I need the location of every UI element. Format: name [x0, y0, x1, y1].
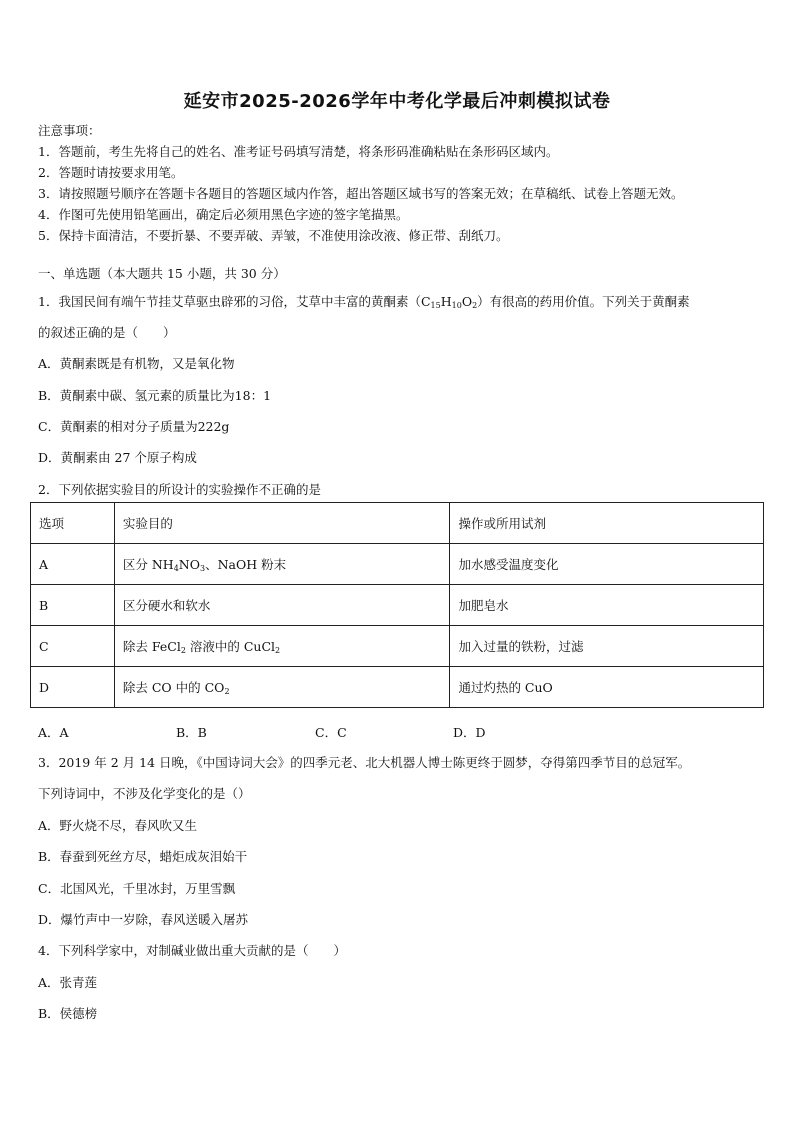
question-3-option-d: D．爆竹声中一岁除，春风送暖入屠苏 — [38, 912, 249, 927]
question-3-option-c: C．北国风光，千里冰封，万里雪飘 — [38, 881, 236, 896]
table-cell: D — [31, 667, 115, 708]
question-1-option-a: A．黄酮素既是有机物，又是氧化物 — [38, 356, 235, 371]
table-cell: 加水感受温度变化 — [450, 544, 764, 585]
table-row — [31, 626, 764, 667]
table-cell: C — [31, 626, 115, 667]
table-row — [31, 667, 764, 708]
question-1-option-b: B．黄酮素中碳、氢元素的质量比为18：1 — [38, 388, 272, 403]
table-cell: 加入过量的铁粉，过滤 — [450, 626, 764, 667]
question-4-stem: 4．下列科学家中，对制碱业做出重大贡献的是（ ） — [38, 943, 346, 958]
exam-title: 延安市2025-2026学年中考化学最后冲刺模拟试卷 — [183, 91, 611, 112]
question-3-stem: 3．2019 年 2 月 14 日晚，《中国诗词大会》的四季元老、北大机器人博士陈更终于圆梦，夺得第四季节目的总冠军。 — [38, 755, 691, 770]
question-3-option-a: A．野火烧不尽，春风吹又生 — [38, 818, 198, 833]
question-1-option-c: C．黄酮素的相对分子质量为222g — [38, 419, 230, 434]
table-cell: 加肥皂水 — [450, 585, 764, 626]
notice-item: 2．答题时请按要求用笔。 — [38, 165, 184, 180]
table-cell: 区分硬水和软水 — [114, 585, 450, 626]
question-2-option-c: C．C — [315, 725, 347, 740]
table-cell: A — [31, 544, 115, 585]
notice-item: 5．保持卡面清洁，不要折暴、不要弄破、弄皱，不准使用涂改液、修正带、刮纸刀。 — [38, 228, 509, 243]
notice-item: 4．作图可先使用铅笔画出，确定后必须用黑色字迹的签字笔描黑。 — [38, 207, 409, 222]
notice-heading: 注意事项： — [38, 123, 101, 138]
question-1-stem-line2: 的叙述正确的是（ ） — [38, 325, 176, 340]
table-row — [31, 544, 764, 585]
question-2-option-b: B．B — [176, 725, 207, 740]
table-cell: 除去 FeCl$_2$ 溶液中的 CuCl$_2$ — [114, 626, 450, 667]
table-cell: B — [31, 585, 115, 626]
question-3-option-b: B．春蚕到死丝方尽，蜡炬成灰泪始干 — [38, 849, 248, 864]
table-row — [31, 585, 764, 626]
table-cell: 通过灼热的 CuO — [450, 667, 764, 708]
notice-item: 3．请按照题号顺序在答题卡各题目的答题区域内作答，超出答题区域书写的答案无效；在草稿纸、试卷上答题无效。 — [38, 186, 684, 201]
section-heading: 一、单选题（本大题共 15 小题，共 30 分） — [38, 266, 286, 281]
question-1-stem: 1．我国民间有端午节挂艾草驱虫辟邪的习俗，艾草中丰富的黄酮素$(C_{15}H_{10}O_2)$有很高的药用价值。下列关于黄酮素 — [38, 294, 690, 310]
table-header: 选项 — [31, 503, 115, 544]
table-header: 操作或所用试剂 — [450, 503, 764, 544]
question-1-option-d: D．黄酮素由 27 个原子构成 — [38, 450, 197, 465]
table-header-row — [31, 503, 764, 544]
formula-flavone: $C_{15}H_{10}O_2$ — [420, 294, 478, 310]
question-2-option-d: D．D — [453, 725, 486, 740]
question-4-option-b: B．侯德榜 — [38, 1006, 98, 1021]
notice-item: 1．答题前，考生先将自己的姓名、准考证号码填写清楚，将条形码准确粘贴在条形码区域内。 — [38, 144, 559, 159]
question-2-options — [0, 723, 794, 741]
experiment-table — [30, 502, 764, 708]
table-header: 实验目的 — [114, 503, 450, 544]
question-2-stem: 2．下列依据实验目的所设计的实验操作不正确的是 — [38, 482, 321, 497]
table-cell: 区分 $NH_4NO_3$、NaOH 粉末 — [114, 544, 450, 585]
question-4-option-a: A．张青莲 — [38, 975, 98, 990]
question-3-stem-line2: 下列诗词中，不涉及化学变化的是（） — [38, 786, 251, 801]
question-2-option-a: A．A — [38, 725, 69, 740]
table-cell: 除去 CO 中的 $CO_2$ — [114, 667, 450, 708]
